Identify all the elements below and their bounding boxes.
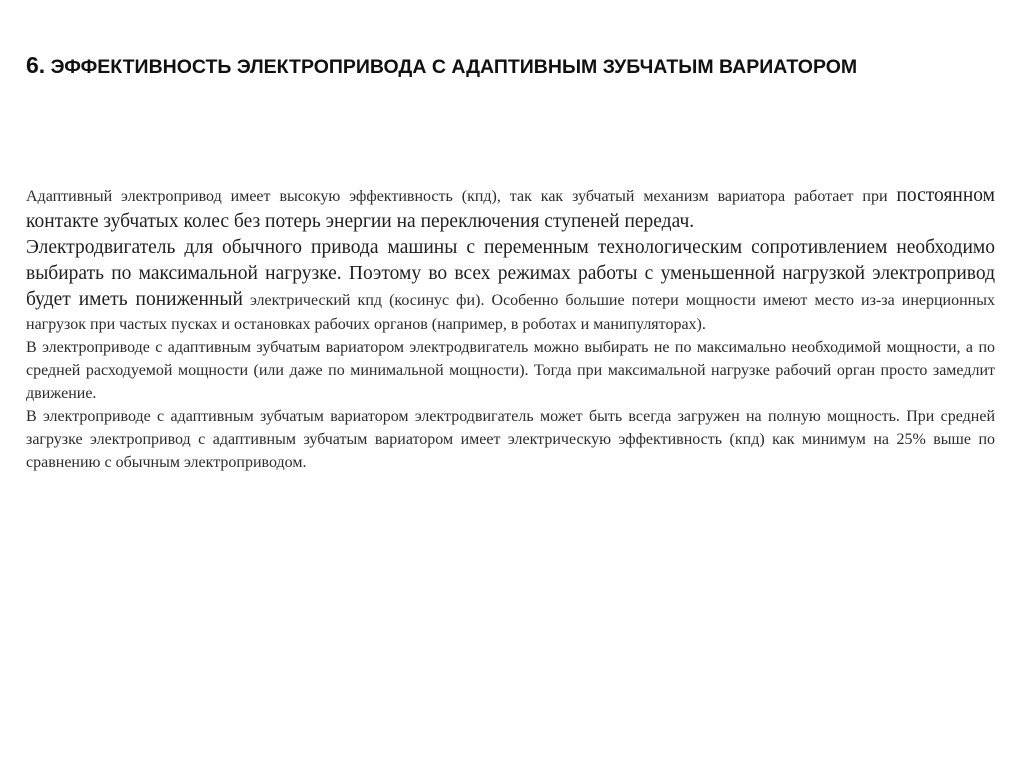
paragraph-efficiency [26, 183, 995, 235]
paragraph-full-load: В электроприводе с адаптивным зубчатым вариатором электродвигатель может быть всегда загружен на полную мощность. При средней загрузке электропривод с адаптивным зубчатым вариатором имеет электрическую эффективность (кпд) как минимум на 25% выше по сравнению с обычным электроприводом. [26, 408, 995, 471]
paragraph-conventional-drive-start: Электродвигатель для обычного привода машины с переменным технологическим сопротивлением необходимо выбирать по максимальной нагрузке. Поэтому во всех режимах работы с уменьшенной нагрузкой электропривод будет иметь пониженный [26, 237, 995, 310]
paragraph-efficiency-start: Адаптивный электропривод имеет высокую эффективность (кпд), так как зубчатый механизм вариатора работает при [26, 188, 897, 205]
slide-body [26, 183, 995, 474]
slide-title [26, 52, 1006, 80]
paragraph-efficiency-end: постоянном контакте зубчатых колес без потерь энергии на переключения ступеней передач. [26, 185, 995, 232]
paragraph-conventional-drive [26, 235, 995, 336]
paragraph-motor-selection: В электроприводе с адаптивным зубчатым вариатором электродвигатель можно выбирать не по максимально необходимой мощности, а по средней расходуемой мощности (или даже по минимальной мощности). Тогда при максимальной нагрузке рабочий орган просто замедлит движение. [26, 339, 995, 402]
title-text: ЭФФЕКТИВНОСТЬ ЭЛЕКТРОПРИВОДА С АДАПТИВНЫМ ЗУБЧАТЫМ ВАРИАТОРОМ [45, 56, 858, 78]
paragraph-conventional-drive-end: электрический кпд (косинус фи). Особенно большие потери мощности имеют место из-за инерционных нагрузок при частых пусках и остановках рабочих органов (например, в роботах и манипуляторах). [26, 292, 995, 333]
title-number: 6. [26, 52, 46, 78]
